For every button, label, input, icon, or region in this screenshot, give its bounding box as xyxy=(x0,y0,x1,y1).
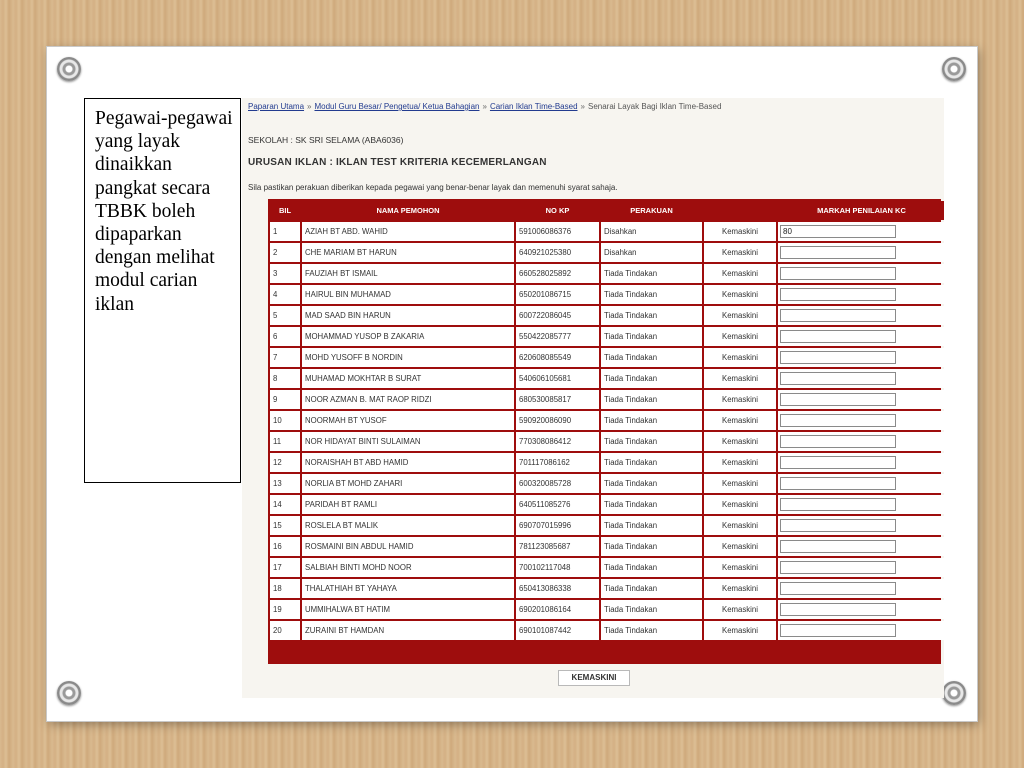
cell-bil: 16 xyxy=(270,537,300,556)
cell-perakuan: Tiada Tindakan xyxy=(601,579,702,598)
cell-bil: 8 xyxy=(270,369,300,388)
kemaskini-link[interactable]: Kemaskini xyxy=(704,432,776,451)
cell-nokp: 770308086412 xyxy=(516,432,599,451)
school-label: SEKOLAH : SK SRI SELAMA (ABA6036) xyxy=(248,135,404,145)
kemaskini-link[interactable]: Kemaskini xyxy=(704,243,776,262)
cell-perakuan: Tiada Tindakan xyxy=(601,348,702,367)
markah-input[interactable] xyxy=(780,330,896,343)
markah-input[interactable] xyxy=(780,414,896,427)
markah-input[interactable] xyxy=(780,246,896,259)
table-row xyxy=(270,285,944,304)
rivet-icon xyxy=(57,681,81,705)
table-row xyxy=(270,516,944,535)
cell-markah xyxy=(778,558,944,577)
breadcrumb xyxy=(248,102,721,111)
kemaskini-link[interactable]: Kemaskini xyxy=(704,369,776,388)
markah-input[interactable] xyxy=(780,351,896,364)
rivet-icon xyxy=(942,681,966,705)
cell-nokp: 690101087442 xyxy=(516,621,599,640)
cell-markah xyxy=(778,264,944,283)
header-nokp: NO KP xyxy=(516,201,599,220)
cell-nokp: 591006086376 xyxy=(516,222,599,241)
cell-nokp: 600722086045 xyxy=(516,306,599,325)
cell-nama: MOHD YUSOFF B NORDIN xyxy=(302,348,514,367)
cell-perakuan: Tiada Tindakan xyxy=(601,537,702,556)
kemaskini-link[interactable]: Kemaskini xyxy=(704,453,776,472)
cell-nama: CHE MARIAM BT HARUN xyxy=(302,243,514,262)
cell-bil: 10 xyxy=(270,411,300,430)
cell-nama: MOHAMMAD YUSOP B ZAKARIA xyxy=(302,327,514,346)
table-row xyxy=(270,453,944,472)
cell-markah xyxy=(778,348,944,367)
rivet-icon xyxy=(57,57,81,81)
table-row xyxy=(270,558,944,577)
markah-input[interactable] xyxy=(780,477,896,490)
screenshot-panel xyxy=(242,98,944,698)
kemaskini-link[interactable]: Kemaskini xyxy=(704,348,776,367)
note-text: Pegawai-pegawai yang layak dinaikkan pangkat secara TBBK boleh dipaparkan dengan melihat modul carian iklan xyxy=(95,108,233,315)
header-action xyxy=(704,201,776,220)
markah-input[interactable] xyxy=(780,498,896,511)
cell-bil: 17 xyxy=(270,558,300,577)
kemaskini-link[interactable]: Kemaskini xyxy=(704,264,776,283)
cell-bil: 11 xyxy=(270,432,300,451)
cell-bil: 7 xyxy=(270,348,300,367)
cell-nokp: 650413086338 xyxy=(516,579,599,598)
markah-input[interactable] xyxy=(780,624,896,637)
cell-perakuan: Tiada Tindakan xyxy=(601,558,702,577)
cell-nama: ZURAINI BT HAMDAN xyxy=(302,621,514,640)
instruction-text: Sila pastikan perakuan diberikan kepada pegawai yang benar-benar layak dan memenuhi syarat sahaja. xyxy=(248,183,618,192)
kemaskini-link[interactable]: Kemaskini xyxy=(704,222,776,241)
cell-nama: NOORMAH BT YUSOF xyxy=(302,411,514,430)
breadcrumb-separator: » xyxy=(580,102,585,111)
header-nama: NAMA PEMOHON xyxy=(302,201,514,220)
markah-input[interactable] xyxy=(780,519,896,532)
cell-perakuan: Tiada Tindakan xyxy=(601,306,702,325)
cell-markah xyxy=(778,474,944,493)
cell-nokp: 540606105681 xyxy=(516,369,599,388)
cell-nama: NOOR AZMAN B. MAT RAOP RIDZI xyxy=(302,390,514,409)
table-row xyxy=(270,537,944,556)
markah-input[interactable] xyxy=(780,372,896,385)
cell-nama: HAIRUL BIN MUHAMAD xyxy=(302,285,514,304)
kemaskini-link[interactable]: Kemaskini xyxy=(704,474,776,493)
table-row xyxy=(270,369,944,388)
cell-nokp: 640921025380 xyxy=(516,243,599,262)
cell-perakuan: Tiada Tindakan xyxy=(601,369,702,388)
markah-input[interactable] xyxy=(780,435,896,448)
cell-markah xyxy=(778,600,944,619)
cell-markah xyxy=(778,390,944,409)
cell-nama: NOR HIDAYAT BINTI SULAIMAN xyxy=(302,432,514,451)
cell-markah xyxy=(778,453,944,472)
markah-input[interactable] xyxy=(780,456,896,469)
cell-perakuan: Tiada Tindakan xyxy=(601,516,702,535)
cell-markah xyxy=(778,243,944,262)
cell-perakuan: Disahkan xyxy=(601,243,702,262)
cell-nama: NORAISHAH BT ABD HAMID xyxy=(302,453,514,472)
header-perakuan: PERAKUAN xyxy=(601,201,702,220)
cell-nama: ROSMAINI BIN ABDUL HAMID xyxy=(302,537,514,556)
table-row xyxy=(270,222,944,241)
cell-nokp: 690201086164 xyxy=(516,600,599,619)
table-row xyxy=(270,264,944,283)
cell-nokp: 690707015996 xyxy=(516,516,599,535)
table-row xyxy=(270,621,944,640)
cell-nama: FAUZIAH BT ISMAIL xyxy=(302,264,514,283)
breadcrumb-separator: » xyxy=(482,102,487,111)
cell-perakuan: Tiada Tindakan xyxy=(601,453,702,472)
cell-bil: 5 xyxy=(270,306,300,325)
cell-perakuan: Tiada Tindakan xyxy=(601,600,702,619)
markah-input[interactable] xyxy=(780,288,896,301)
kemaskini-link[interactable]: Kemaskini xyxy=(704,495,776,514)
kemaskini-link[interactable]: Kemaskini xyxy=(704,327,776,346)
kemaskini-link[interactable]: Kemaskini xyxy=(704,306,776,325)
cell-perakuan: Tiada Tindakan xyxy=(601,621,702,640)
table-row xyxy=(270,306,944,325)
cell-markah xyxy=(778,495,944,514)
markah-input[interactable] xyxy=(780,540,896,553)
cell-perakuan: Tiada Tindakan xyxy=(601,474,702,493)
breadcrumb-link-modul[interactable]: Modul Guru Besar/ Pengetua/ Ketua Bahagian xyxy=(314,102,480,111)
cell-nama: THALATHIAH BT YAHAYA xyxy=(302,579,514,598)
cell-nokp: 590920086090 xyxy=(516,411,599,430)
cell-markah xyxy=(778,579,944,598)
cell-markah xyxy=(778,306,944,325)
cell-nokp: 781123085687 xyxy=(516,537,599,556)
table-row xyxy=(270,390,944,409)
kemaskini-link[interactable]: Kemaskini xyxy=(704,390,776,409)
cell-nama: ROSLELA BT MALIK xyxy=(302,516,514,535)
cell-nama: UMMIHALWA BT HATIM xyxy=(302,600,514,619)
cell-nokp: 550422085777 xyxy=(516,327,599,346)
cell-bil: 13 xyxy=(270,474,300,493)
cell-perakuan: Tiada Tindakan xyxy=(601,432,702,451)
kemaskini-link[interactable]: Kemaskini xyxy=(704,516,776,535)
cell-markah xyxy=(778,432,944,451)
cell-markah xyxy=(778,537,944,556)
cell-nokp: 650201086715 xyxy=(516,285,599,304)
kemaskini-submit-button[interactable]: KEMASKINI xyxy=(558,670,630,686)
header-markah: MARKAH PENILAIAN KC xyxy=(778,201,944,220)
page-title: URUSAN IKLAN : IKLAN TEST KRITERIA KECEMERLANGAN xyxy=(248,157,547,168)
rivet-icon xyxy=(942,57,966,81)
cell-perakuan: Tiada Tindakan xyxy=(601,327,702,346)
cell-markah xyxy=(778,411,944,430)
cell-markah xyxy=(778,621,944,640)
cell-bil: 1 xyxy=(270,222,300,241)
cell-nokp: 701117086162 xyxy=(516,453,599,472)
markah-input[interactable] xyxy=(780,582,896,595)
breadcrumb-link-home[interactable]: Paparan Utama xyxy=(248,102,305,111)
markah-input[interactable] xyxy=(780,561,896,574)
table-header-row xyxy=(270,201,944,220)
cell-bil: 18 xyxy=(270,579,300,598)
table-row xyxy=(270,243,944,262)
cell-nokp: 660528025892 xyxy=(516,264,599,283)
cell-nama: NORLIA BT MOHD ZAHARI xyxy=(302,474,514,493)
cell-perakuan: Disahkan xyxy=(601,222,702,241)
breadcrumb-link-carian[interactable]: Carian Iklan Time-Based xyxy=(489,102,578,111)
cell-nama: MUHAMAD MOKHTAR B SURAT xyxy=(302,369,514,388)
markah-input[interactable] xyxy=(780,225,896,238)
markah-input[interactable] xyxy=(780,309,896,322)
cell-perakuan: Tiada Tindakan xyxy=(601,495,702,514)
cell-nama: MAD SAAD BIN HARUN xyxy=(302,306,514,325)
cell-bil: 4 xyxy=(270,285,300,304)
cell-markah xyxy=(778,222,944,241)
cell-nokp: 640511085276 xyxy=(516,495,599,514)
kemaskini-link[interactable]: Kemaskini xyxy=(704,600,776,619)
table-row xyxy=(270,600,944,619)
markah-input[interactable] xyxy=(780,393,896,406)
cell-bil: 3 xyxy=(270,264,300,283)
cell-bil: 9 xyxy=(270,390,300,409)
table-row xyxy=(270,327,944,346)
cell-nama: PARIDAH BT RAMLI xyxy=(302,495,514,514)
cell-perakuan: Tiada Tindakan xyxy=(601,264,702,283)
cell-markah xyxy=(778,369,944,388)
cell-nokp: 600320085728 xyxy=(516,474,599,493)
cell-bil: 20 xyxy=(270,621,300,640)
markah-input[interactable] xyxy=(780,603,896,616)
cell-markah xyxy=(778,327,944,346)
table-row xyxy=(270,432,944,451)
cell-bil: 6 xyxy=(270,327,300,346)
cell-bil: 14 xyxy=(270,495,300,514)
cell-nokp: 620608085549 xyxy=(516,348,599,367)
kemaskini-link[interactable]: Kemaskini xyxy=(704,579,776,598)
cell-nama: SALBIAH BINTI MOHD NOOR xyxy=(302,558,514,577)
cell-nama: AZIAH BT ABD. WAHID xyxy=(302,222,514,241)
header-bil: BIL xyxy=(270,201,300,220)
kemaskini-link[interactable]: Kemaskini xyxy=(704,285,776,304)
cell-bil: 19 xyxy=(270,600,300,619)
cell-perakuan: Tiada Tindakan xyxy=(601,285,702,304)
applicant-table-frame xyxy=(268,199,941,664)
table-row xyxy=(270,495,944,514)
cell-bil: 2 xyxy=(270,243,300,262)
kemaskini-link[interactable]: Kemaskini xyxy=(704,411,776,430)
kemaskini-link[interactable]: Kemaskini xyxy=(704,558,776,577)
breadcrumb-current: Senarai Layak Bagi Iklan Time-Based xyxy=(587,102,722,111)
kemaskini-link[interactable]: Kemaskini xyxy=(704,537,776,556)
breadcrumb-separator: » xyxy=(307,102,312,111)
cell-markah xyxy=(778,285,944,304)
cell-bil: 12 xyxy=(270,453,300,472)
cell-perakuan: Tiada Tindakan xyxy=(601,390,702,409)
cell-perakuan: Tiada Tindakan xyxy=(601,411,702,430)
cell-markah xyxy=(778,516,944,535)
table-row xyxy=(270,348,944,367)
cell-nokp: 700102117048 xyxy=(516,558,599,577)
applicant-table xyxy=(268,199,944,642)
kemaskini-link[interactable]: Kemaskini xyxy=(704,621,776,640)
markah-input[interactable] xyxy=(780,267,896,280)
note-textbox xyxy=(84,98,241,483)
table-row xyxy=(270,579,944,598)
cell-nokp: 680530085817 xyxy=(516,390,599,409)
table-row xyxy=(270,474,944,493)
cell-bil: 15 xyxy=(270,516,300,535)
table-row xyxy=(270,411,944,430)
